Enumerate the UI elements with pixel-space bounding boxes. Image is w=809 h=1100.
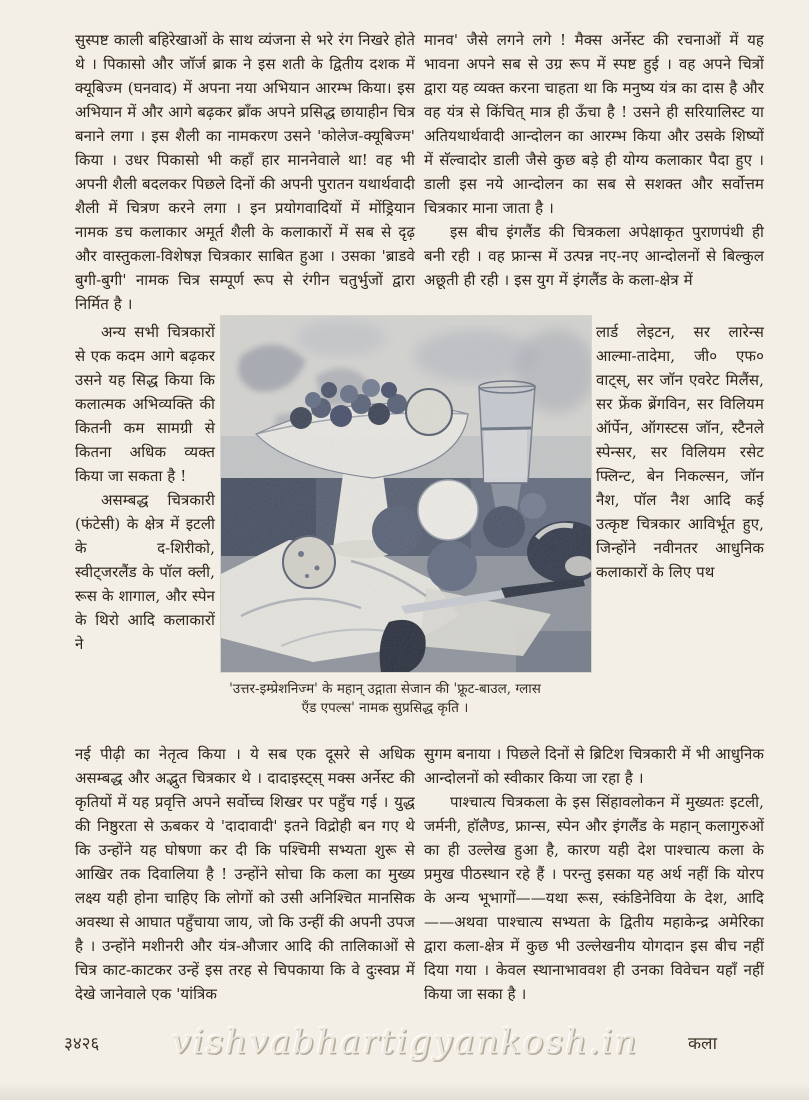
figure-caption-line2: एँड एपल्स' नामक सुप्रसिद्ध कृति । (301, 700, 469, 716)
figure-caption (205, 680, 565, 718)
section-label: कला (688, 1034, 717, 1054)
paragraph: लार्ड लेइटन, सर लारेन्स आल्मा-तादेमा, जी० एफ० वाट्स्, सर जॉन एवरेट मिलैंस, सर फ्रेंक ब्रेंगविन, सर विलियम ऑर्पेन, ऑगस्टस जॉन, स्टैनले स्पेन्सर, सर विलियम रसेट फ्लिन्ट, बेन निकल्सन, जॉन नैश, पॉल नैश आदि कई उत्कृष्ट चित्रकार आविर्भूत हुए, जिन्होंने नवीनतर आधुनिक कलाकारों के लिए पथ (596, 323, 764, 581)
paragraph: सुगम बनाया । पिछले दिनों से ब्रिटिश चित्रकारी में भी आधुनिक आन्दोलनों को स्वीकार किया जा रहा है । (424, 745, 764, 787)
left-column-narrow (75, 320, 215, 656)
grain-overlay (221, 316, 591, 672)
paragraph: सुस्पष्ट काली बहिरेखाओं के साथ व्यंजना से भरे रंग निखरे होते थे । पिकासो और जॉर्ज ब्राक ने इस शती के द्वितीय दशक में क्यूबिज्म (घनवाद) में अपना नया अभियान आरम्भ किया। इस अभियान में और आगे बढ़कर ब्राँक अपने प्रसिद्ध छायाहीन चित्र बनाने लगा । इस शैली का नामकरण उसने 'कोलेज-क्यूबिज्म' किया । उधर पिकासो भी कहाँ हार माननेवाले था! वह भी अपनी शैली बदलकर पिछले दिनों की अपनी पुरातन यथार्थवादी शैली में चित्रण करने लगा । इन प्रयोगवादियों में मोंड्रियान नामक डच कलाकार अमूर्त शैली के कलाकारों में सब से दृढ़ और वास्तुकला-विशेषज्ञ चित्रकार साबित हुआ । उसका 'ब्राडवे बुगी-बुगी' नामक चित्र सम्पूर्ण रूप से रंगीन चतुर्भुजों द्वारा निर्मित है । (75, 31, 415, 313)
watermark-text: vishvabhartigyankosh.in (171, 1022, 639, 1062)
right-column-bottom (424, 742, 764, 1006)
left-column-top (75, 28, 415, 316)
left-column-bottom (75, 742, 415, 1006)
right-column-narrow (596, 320, 764, 584)
paragraph: मानव' जैसे लगने लगे ! मैक्स अर्नेस्ट की रचनाओं में यह भावना अपने सब से उग्र रूप में स्पष्ट हुई । वह अपने चित्रों द्वारा यह व्यक्त करना चाहता था कि मनुष्य यंत्र का दास है और वह यंत्र से किंचित् मात्र ही ऊँचा है ! उसने ही सरियालिस्ट या अतियथार्थवादी आन्दोलन का आरम्भ किया और उसके शिष्यों में सॅल्वादोर डाली जैसे कुछ बड़े ही योग्य कलाकार पैदा हुए । डाली इस नये आन्दोलन का सब से सशक्त और सर्वोत्तम चित्रकार माना जाता है । (424, 31, 764, 217)
paragraph: पाश्चात्य चित्रकला के इस सिंहावलोकन में मुख्यतः इटली, जर्मनी, हॉलैण्ड, फ्रान्स, स्पेन और इंगलैंड के महान् कलागुरुओं का ही उल्लेख हुआ है, कारण यही देश पाश्चात्य कला के प्रमुख पीठस्थान रहे हैं । परन्तु इसका यह अर्थ नहीं कि योरप के अन्य भूभागों——यथा रूस, स्कंडिनेविया के देश, आदि——अथवा पाश्चात्य सभ्यता के द्वितीय महाकेन्द्र अमेरिका द्वारा कला-क्षेत्र में कुछ भी उल्लेखनीय योगदान इस बीच नहीं दिया गया । केवल स्थानाभाववश ही उनका विवेचन यहाँ नहीं किया जा सका है । (424, 793, 764, 1003)
page-number: ३४२६ (64, 1034, 100, 1054)
still-life-painting-svg (221, 316, 591, 672)
paragraph: इस बीच इंगलैंड की चित्रकला अपेक्षाकृत पुराणपंथी ही बनी रही । वह फ्रान्स में उत्पन्न नए-नए आन्दोलनों से बिल्कुल अछूती ही रही । इस युग में इंगलैंड के कला-क्षेत्र में (424, 223, 764, 289)
paragraph: असम्बद्ध चित्रकारी (फंटेसी) के क्षेत्र में इटली के द-शिरीको, स्वीट्‌जरलैंड के पॉल क्ली, रूस के शागाल, और स्पेन के थिरो आदि कलाकारों ने (75, 491, 215, 653)
paragraph: अन्य सभी चित्रकारों से एक कदम आगे बढ़कर उसने यह सिद्ध किया कि कलात्मक अभिव्यक्ति की कितनी कम सामग्री से कितना अधिक व्यक्त किया जा सकता है ! (75, 323, 215, 485)
still-life-painting (221, 316, 591, 672)
paragraph: नई पीढ़ी का नेतृत्व किया । ये सब एक दूसरे से अधिक असम्बद्ध और अद्भुत चित्रकार थे । दादाइस्ट्स् मक्स अर्नेस्ट की कृतियों में यह प्रवृत्ति अपने सर्वोच्च शिखर पर पहुँच गई । युद्ध की निष्ठुरता से ऊबकर ये 'दादावादी' इतने विद्रोही बन गए थे कि उन्होंने यह घोषणा कर दी कि पश्चिमी सभ्यता शुरू से आखिर तक दिवालिया है ! उन्होंने सोचा कि कला का मुख्य लक्ष्य यही होना चाहिए कि लोगों को उसी अनिश्चित मानसिक अवस्था से आघात पहुँचाया जाय, जो कि उन्हीं की अपनी उपज है । उन्होंने मशीनरी और यंत्र-औजार आदि की तालिकाओं से चित्र काट-काटकर उन्हें इस तरह से चिपकाया कि वे दुःस्वप्न में देखे जानेवाले एक 'यांत्रिक (75, 745, 415, 1003)
right-column-top (424, 28, 764, 292)
figure-caption-line1: 'उत्तर-इम्प्रेशनिज्म' के महान् उद्गाता सेजान की 'फ्रूट-बाउल, ग्लास (229, 681, 541, 697)
